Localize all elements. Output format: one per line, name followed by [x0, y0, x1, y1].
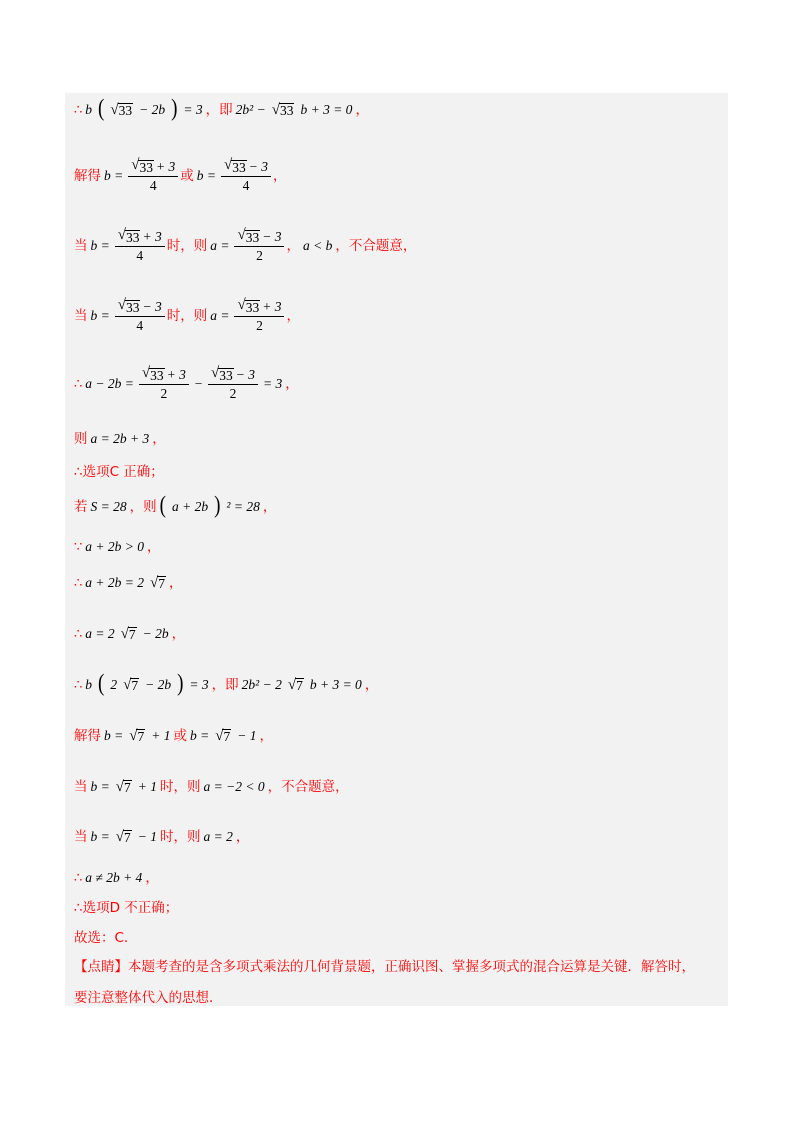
solution-line: [74, 298, 300, 333]
math-expression: b =: [90, 829, 110, 844]
math-expression: a − 2b =: [85, 375, 134, 391]
radical-sign: √: [141, 365, 151, 381]
text-segment: 【点睛】本题考查的是含多项式乘法的几何背景题，正确识图、掌握多项式的混合运算是关键．解答时，: [74, 959, 695, 975]
denominator: 4: [149, 178, 157, 193]
math-symbol: ∴: [74, 870, 83, 885]
radicand: 33: [125, 230, 140, 245]
radicand: 7: [137, 729, 145, 744]
numerator: [234, 228, 284, 247]
math-expression: + 1: [137, 779, 157, 794]
math-expression: = 3: [189, 676, 209, 692]
numerator: [115, 298, 165, 317]
fraction: [115, 298, 165, 333]
solution-line: [74, 778, 349, 796]
text-segment: ，: [364, 676, 379, 693]
solution-line: [74, 538, 161, 556]
text-segment: 要注意整体代入的思想．: [74, 990, 223, 1006]
parenthesis: [177, 670, 184, 697]
text-segment: 则: [74, 431, 88, 447]
square-root: [116, 828, 132, 846]
solution-line: [74, 625, 185, 643]
square-root: [118, 228, 141, 245]
numerator: [128, 158, 178, 177]
solution-line: [74, 492, 277, 519]
math-expression: b: [85, 676, 93, 692]
solution-line: [74, 727, 273, 745]
square-root: [123, 676, 139, 694]
math-expression: − 3: [262, 229, 282, 244]
text-segment: 若: [74, 498, 88, 515]
math-expression: − 2b: [142, 626, 169, 641]
text-segment: 当: [74, 237, 88, 254]
denominator: 4: [242, 178, 250, 193]
math-expression: b =: [104, 728, 124, 743]
text-segment: ，不合题意，: [267, 779, 349, 795]
math-expression: − 2b: [145, 676, 172, 692]
math-expression: − 2b: [139, 101, 166, 117]
math-expression: ² = 28: [226, 498, 260, 514]
math-symbol: ∴: [74, 626, 83, 641]
radical-sign: √: [271, 101, 280, 118]
math-expression: − 3: [248, 159, 268, 174]
math-expression: b + 3 = 0: [309, 676, 362, 692]
math-expression: b + 3 = 0: [300, 101, 353, 117]
text-segment: ，: [272, 167, 287, 184]
radicand: 33: [245, 300, 260, 315]
text-segment: ，则: [129, 498, 157, 515]
parenthesis-glyph: ): [177, 670, 184, 697]
parenthesis-glyph: (: [98, 95, 105, 122]
math-symbol: ∴: [74, 375, 83, 391]
math-expression: + 3: [155, 159, 176, 174]
solution-line: [74, 463, 164, 481]
text-segment: 故选：C.: [74, 930, 129, 946]
denominator: 2: [229, 386, 237, 401]
radical-sign: √: [117, 227, 126, 243]
text-segment: 时，则: [166, 307, 208, 324]
text-segment: 当: [74, 779, 88, 795]
text-segment: ，不合题意，: [335, 237, 417, 254]
solution-line: [74, 366, 299, 401]
square-root: [224, 158, 247, 175]
parenthesis-glyph: (: [98, 670, 105, 697]
parenthesis-glyph: (: [159, 492, 166, 519]
math-expression: −: [193, 375, 203, 391]
text-segment: 或: [173, 728, 187, 744]
solution-line: [74, 158, 286, 193]
solution-line: [74, 869, 159, 887]
radicand: 33: [245, 230, 260, 245]
square-root: [118, 298, 141, 315]
math-expression: b =: [90, 307, 110, 323]
math-expression: − 3: [142, 299, 162, 314]
math-expression: S = 28: [90, 498, 127, 514]
radicand: 7: [158, 576, 165, 591]
parenthesis: [98, 670, 105, 697]
square-root: [237, 228, 260, 245]
square-root: [131, 158, 154, 175]
solution-line: [74, 828, 249, 846]
denominator: 4: [136, 248, 144, 263]
numerator: [139, 366, 189, 385]
text-segment: ，: [145, 870, 159, 886]
radicand: 7: [123, 780, 131, 795]
text-segment: ，: [286, 237, 300, 254]
text-segment: ，即: [205, 101, 233, 118]
math-symbol: ∴: [74, 575, 83, 590]
math-expression: − 3: [235, 367, 255, 382]
radical-sign: √: [150, 575, 159, 591]
text-segment: 解得: [74, 728, 101, 744]
denominator: 2: [160, 386, 168, 401]
text-segment: ，: [171, 626, 186, 642]
fraction: [234, 298, 284, 333]
parenthesis-glyph: ): [214, 492, 221, 519]
radical-sign: √: [131, 157, 140, 173]
radicand: 33: [118, 102, 133, 118]
denominator: 4: [136, 318, 144, 333]
math-expression: − 1: [237, 728, 257, 743]
text-segment: ∴选项C 正确；: [74, 464, 164, 480]
math-symbol: ∵: [74, 539, 83, 554]
math-expression: a = −2 < 0: [203, 779, 265, 794]
math-expression: a < b: [302, 237, 333, 253]
square-root: [288, 676, 304, 694]
parenthesis: [214, 492, 221, 519]
math-expression: b =: [90, 237, 110, 253]
fraction: [208, 366, 258, 401]
square-root: [272, 101, 295, 119]
text-segment: 或: [180, 167, 194, 184]
math-expression: + 3: [262, 299, 282, 314]
radical-sign: √: [237, 227, 246, 243]
math-expression: b =: [196, 167, 216, 183]
math-expression: b =: [90, 779, 110, 794]
solution-line: [74, 574, 183, 592]
math-expression: a = 2: [203, 829, 233, 844]
solution-line: [74, 989, 223, 1007]
radicand: 7: [128, 627, 136, 642]
radicand: 7: [223, 729, 231, 744]
square-root: [129, 727, 145, 745]
denominator: 2: [256, 248, 263, 263]
math-expression: + 3: [142, 229, 162, 244]
text-segment: 时，则: [159, 779, 201, 795]
radical-sign: √: [211, 365, 220, 381]
text-segment: ，: [235, 829, 250, 845]
math-expression: a = 2: [85, 626, 115, 641]
math-expression: a =: [210, 237, 230, 253]
numerator: [234, 298, 284, 317]
text-segment: ∴选项D 不正确；: [74, 900, 179, 916]
solution-line: [74, 228, 416, 263]
text-segment: ，: [286, 307, 300, 324]
solution-line: [74, 899, 178, 917]
radical-sign: √: [115, 779, 124, 795]
radical-sign: √: [123, 676, 132, 693]
math-expression: a + 2b = 2: [85, 575, 145, 590]
math-expression: + 3: [166, 367, 186, 382]
text-segment: 时，则: [159, 829, 201, 845]
text-segment: ，: [147, 539, 161, 555]
text-segment: 当: [74, 829, 88, 845]
math-expression: − 1: [137, 829, 157, 844]
text-segment: ，: [355, 101, 369, 118]
text-segment: 解得: [74, 167, 101, 184]
math-expression: b =: [189, 728, 210, 743]
math-expression: a =: [210, 307, 230, 323]
radicand: 7: [123, 830, 131, 845]
math-expression: = 3: [183, 101, 203, 117]
math-expression: 2: [110, 676, 118, 692]
radicand: 33: [150, 368, 164, 383]
text-segment: ，: [169, 575, 183, 591]
text-segment: 时，则: [166, 237, 208, 254]
text-segment: ，: [285, 375, 299, 392]
math-expression: 2b² − 2: [241, 676, 282, 692]
solution-line: [74, 670, 379, 697]
square-root: [121, 625, 137, 643]
numerator: [208, 366, 258, 385]
radical-sign: √: [129, 728, 138, 744]
text-segment: 当: [74, 307, 88, 324]
denominator: 2: [256, 318, 263, 333]
radicand: 33: [125, 300, 140, 315]
square-root: [110, 101, 133, 119]
radicand: 33: [219, 368, 233, 383]
text-segment: ，: [259, 728, 273, 744]
parenthesis: [159, 492, 166, 519]
radical-sign: √: [223, 157, 233, 173]
math-expression: a + 2b > 0: [85, 539, 145, 554]
text-segment: ，: [152, 431, 166, 447]
radicand: 33: [232, 160, 246, 175]
square-root: [116, 778, 132, 796]
radical-sign: √: [215, 728, 224, 744]
math-expression: a + 2b: [171, 498, 209, 514]
radicand: 7: [131, 677, 139, 693]
fraction: [221, 158, 271, 193]
math-expression: a = 2b + 3: [90, 431, 150, 446]
square-root: [150, 574, 166, 592]
square-root: [237, 298, 260, 315]
numerator: [115, 228, 165, 247]
square-root: [215, 727, 231, 745]
radicand: 7: [296, 677, 303, 693]
math-symbol: ∴: [74, 101, 83, 117]
math-expression: 2b² −: [235, 101, 266, 117]
square-root: [211, 366, 234, 383]
solution-line: [74, 95, 369, 122]
fraction: [234, 228, 284, 263]
radical-sign: √: [117, 297, 126, 313]
math-expression: + 1: [151, 728, 171, 743]
parenthesis-glyph: ): [171, 95, 178, 122]
radical-sign: √: [115, 829, 124, 845]
math-expression: a ≠ 2b + 4: [85, 870, 143, 885]
radical-sign: √: [237, 297, 246, 313]
math-symbol: ∴: [74, 676, 83, 692]
math-expression: = 3: [262, 375, 283, 391]
fraction: [139, 366, 189, 401]
square-root: [142, 366, 165, 383]
radical-sign: √: [120, 626, 129, 642]
fraction: [128, 158, 178, 193]
text-segment: ，即: [211, 676, 239, 693]
parenthesis: [98, 95, 105, 122]
solution-line: [74, 929, 128, 947]
solution-line: [74, 430, 166, 448]
radical-sign: √: [287, 676, 297, 693]
radicand: 33: [279, 102, 294, 118]
fraction: [115, 228, 165, 263]
parenthesis: [171, 95, 178, 122]
numerator: [221, 158, 271, 177]
solution-line: [74, 958, 695, 976]
radicand: 33: [139, 160, 153, 175]
text-segment: ，: [262, 498, 277, 515]
radical-sign: √: [110, 101, 119, 118]
math-expression: b =: [104, 167, 124, 183]
math-expression: b: [85, 101, 93, 117]
